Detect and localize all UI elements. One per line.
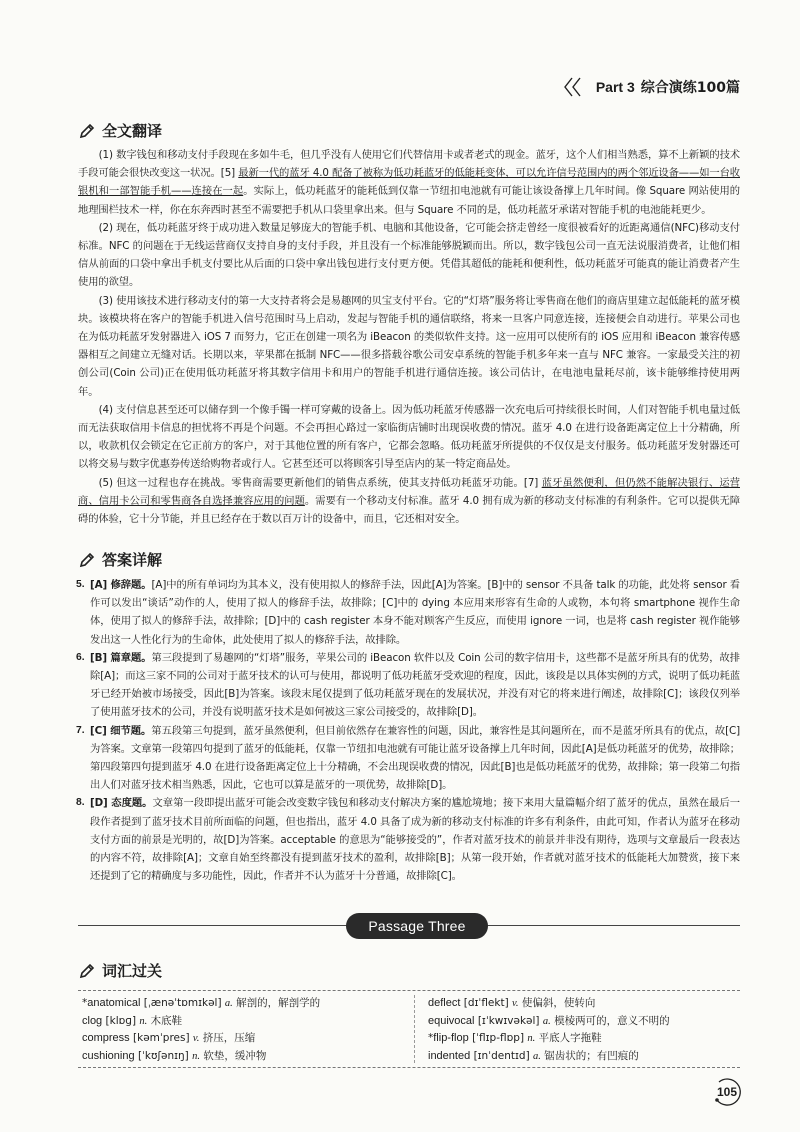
answer-text: [A]中的所有单词均为其本义，没有使用拟人的修辞手法，因此[A]为答案。[B]中的 sensor 不具备 talk 的功能，此处将 sensor 看作可以发出“谈话”动作的人，使用了拟人的修辞手法，故排除；[C]中的 dying 本应用来形容有生命的人或物，本句将 smartphone 视作生命体，使用了拟人的修辞手法，故排除；[D]中的 cash register 本身不能对顾客产生反应，而使用 ignore 一词，也是将 cash register 视作能够发出这一人性化行为的生命体，此处使用了拟人的修辞手法，故排除。 — [90, 579, 740, 646]
translation-paragraph-3: (3) 使用该技术进行移动支付的第一大支持者将会是易趣网的贝宝支付平台。它的“灯塔”服务将让零售商在他们的商店里建立起低能耗的蓝牙模块。该模块将在客户的智能手机进入信号范围时马上启动，发起与智能手机的通信联络，将来一旦客户同意连接，连接便会自动进行。苹果公司也在为低功耗蓝牙发射器进入 iOS 7 而努力，它正在创建一项名为 iBeacon 的类似软件支持。这一应用可以使所有的 iOS 应用和 iBeacon 兼容传感器相互之间建立无缝对话。长期以来，苹果都在抵制 NFC——很多搭载谷歌公司安卓系统的智能手机多年来一直与 NFC 兼容。一家最受关注的初创公司(Coin 公司)正在使用低功耗蓝牙将其数字信用卡和用户的智能手机进行通信连接。该公司估计，在电池电量耗尽前，该卡能够维持使用两年。 — [78, 294, 740, 398]
p1-text-a: (1) 数字钱包和移动支付手段现在多如牛毛，但几乎没有人使用它们代替信用卡或者老式的现金。蓝牙，这个人们相当熟悉，算不上新颖的技术手段可能会很快改变这一状况。[5] — [78, 149, 740, 180]
answer-number: 8. — [76, 797, 85, 809]
vocab-ipa: [kəmˈpres] — [133, 1032, 190, 1044]
chevron-icon — [562, 75, 590, 99]
vocab-pos: v. — [192, 1033, 200, 1044]
answer-body — [90, 649, 740, 722]
answer-number: 7. — [76, 724, 85, 736]
vocab-item — [82, 1013, 402, 1031]
vocab-pos: a. — [542, 1015, 551, 1027]
vocab-box — [78, 990, 740, 1068]
vocab-word: anatomical — [87, 997, 141, 1009]
answers-list — [76, 576, 740, 885]
answer-tag: [A] 修辞题。 — [90, 579, 152, 591]
translation-heading-text: 全文翻译 — [102, 122, 163, 140]
vocab-right-column — [428, 995, 748, 1065]
translation-paragraph-2: (2) 现在，低功耗蓝牙终于成功进入数量足够庞大的智能手机、电脑和其他设备，它可能会挤走曾经一度很被看好的近距离通信(NFC)移动支付标准。NFC 的问题在于无线运营商仅支持自身的支付手段，并且没有一个标准能够脱颖而出。所以，数字钱包公司一直无法说服消费者，让他们相信从前面的口袋中拿出手机支付要比从后面的口袋中拿出钱包进行支付更方便。凭借其超低的能耗和便利性，低功耗蓝牙可能真的能让消费者产生使用的欲望。 — [78, 221, 740, 289]
vocab-item — [428, 1030, 748, 1048]
answer-text: 第三段提到了易趣网的“灯塔”服务，苹果公司的 iBeacon 软件以及 Coin 公司的数字信用卡，这些都不是蓝牙所具有的优势，故排除[A]；而这三家不同的公司对于蓝牙技术的认可与使用，都说明了低功耗蓝牙受欢迎的程度，因此，该段是以具体实例的方式，说明了低功耗蓝牙已经开始被市场接受，因此[B]为答案。该段末尾仅提到了低功耗蓝牙现在的发展状况，并没有对它的将来进行阐述，故排除[C]；该段仅列举了使用蓝牙技术的公司，并没有说明蓝牙技术是如何被这三家公司接受的，故排除[D]。 — [90, 651, 740, 719]
translation-paragraph-5 — [78, 474, 740, 529]
vocab-def: 使偏斜，使转向 — [521, 997, 596, 1009]
running-header — [562, 74, 740, 100]
answer-tag: [B] 篇章题。 — [90, 651, 152, 664]
vocab-ipa: [ˌænəˈtɒmɪkəl] — [143, 997, 222, 1009]
answer-item — [76, 649, 740, 722]
vocab-heading-text: 词汇过关 — [102, 962, 163, 980]
p1-text-b: 。实际上，低功耗蓝牙的能耗低到仅靠一节纽扣电池就有可能让该设备撑上几年时间。像 Square 网站使用的地理围栏技术一样，你在东奔西时甚至不需要把手机从口袋里拿出来。但与 Square 不同的是，低功耗蓝牙承诺对智能手机的电池能耗更少。 — [78, 185, 740, 216]
vocab-pos: n. — [192, 1050, 201, 1062]
p5-text-b: 。需要有一个移动支付标准。蓝牙 4.0 拥有成为新的移动支付标准的有利条件。它可以提供无障碍的体验，它十分节能，并且已经存在于数以百万计的设备中，而且，它还相对安全。 — [78, 494, 740, 526]
passage-banner: Passage Three — [346, 913, 488, 939]
vocab-ipa: [ˈflɪp-flɒp] — [472, 1032, 525, 1044]
vocab-pos: n. — [139, 1015, 148, 1027]
header-part: Part 3 — [595, 79, 635, 95]
pencil-icon — [78, 122, 96, 140]
vocab-item — [428, 995, 748, 1013]
page-number — [711, 1076, 743, 1108]
vocab-word: cushioning — [82, 1049, 135, 1062]
answer-number: 6. — [76, 651, 85, 663]
vocab-word: deflect — [428, 997, 461, 1009]
vocab-pos: v. — [512, 998, 519, 1009]
vocab-def: 软垫，缓冲物 — [203, 1049, 267, 1062]
page-number-text: 105 — [716, 1085, 738, 1099]
p5-underlined: 蓝牙虽然便利，但仍然不能解决银行、运营商、信用卡公司和零售商各自选择兼容应用的问题 — [78, 476, 740, 507]
answers-heading — [78, 549, 162, 570]
answer-tag: [D] 态度题。 — [90, 797, 153, 810]
pencil-icon — [78, 551, 96, 569]
answer-item — [76, 794, 740, 885]
vocab-def: 平底人字拖鞋 — [538, 1032, 602, 1044]
vocab-word: compress — [82, 1032, 130, 1044]
answer-text: 文章第一段即提出蓝牙可能会改变数字钱包和移动支付解决方案的尴尬境地；接下来用大量篇幅介绍了蓝牙的优点，虽然在最后一段作者提到了蓝牙技术目前所面临的问题，但也指出，蓝牙 4.0 具备了成为新的移动支付标准的许多有利条件，由此可知，作者认为蓝牙在移动支付方面的前景是光明的，故[D]为答案。acceptable 的意思为“能够接受的”，作者对蓝牙技术的前景并非没有期待，选项与文章最后一段表达的内容不符，故排除[A]；文章自始至终都没有提到蓝牙技术的盈利，故排除[B]；从第一段开始，作者就对蓝牙技术的低能耗大加赞赏，接下来还提到了它的精确度与多功能性，因此，作者并不认为蓝牙十分普通，故排除[C]。 — [90, 797, 740, 883]
vocab-item — [82, 995, 402, 1013]
vocab-def: 木底鞋 — [150, 1014, 183, 1027]
answers-heading-text: 答案详解 — [102, 551, 163, 569]
vocab-pos: a. — [533, 1050, 541, 1062]
vocab-def: 模棱两可的，意义不明的 — [554, 1014, 670, 1027]
vocab-ipa: [ɪˈkwɪvəkəl] — [477, 1014, 540, 1027]
answer-item — [76, 576, 740, 649]
vocab-word: flip-flop — [433, 1032, 469, 1044]
vocab-ipa: [ɪnˈdentɪd] — [473, 1049, 530, 1062]
passage-banner-row — [0, 907, 800, 945]
vocab-word: equivocal — [428, 1014, 475, 1027]
translation-paragraph-4: (4) 支付信息甚至还可以储存到一个像手镯一样可穿戴的设备上。因为低功耗蓝牙传感器一次充电后可持续很长时间，人们对智能手机电量过低而无法获取信用卡信息的担忧将不再是个问题。不会再担心路过一家临街店铺时出现误收费的情况。蓝牙 4.0 在进行设备距离定位上十分精确，所以，收款机仅会锁定在它正前方的客户，对于其他位置的所有客户，它都会忽略。低功耗蓝牙所提供的不仅仅是支付服务。低功耗蓝牙发射器还可以将交易与数字优惠券传送给购物者或行人。它甚至还可以将顾客引导至店内的某一特定商品处。 — [78, 403, 740, 471]
vocab-word: indented — [428, 1049, 471, 1062]
translation-heading — [78, 120, 162, 141]
answer-number: 5. — [76, 579, 85, 590]
answer-body — [90, 576, 740, 649]
vocab-ipa: [dɪˈflekt] — [463, 997, 509, 1009]
pencil-icon — [78, 962, 96, 980]
answer-body — [90, 722, 740, 795]
p5-text-a: (5) 但这一过程也存在挑战。零售商需要更新他们的销售点系统，使其支持低功耗蓝牙功能。[7] — [98, 476, 542, 489]
vocab-def: 锯齿状的；有凹痕的 — [544, 1049, 639, 1062]
vocab-pos: a. — [224, 998, 233, 1009]
answer-tag: [C] 细节题。 — [90, 724, 152, 737]
vocab-heading — [78, 960, 162, 981]
vocab-star: * — [428, 1032, 434, 1044]
answer-item — [76, 722, 740, 795]
translation-paragraph-1 — [78, 146, 740, 219]
answer-text: 第五段第三句提到，蓝牙虽然便利，但目前依然存在兼容性的问题，因此，兼容性是其问题所在，而不是蓝牙所具有的优点，故[C]为答案。文章第一段第四句提到了蓝牙的低能耗，仅靠一节纽扣电池就有可能让蓝牙设备撑上几年时间，因此[A]是低功耗蓝牙的优势，故排除；第四段第四句提到蓝牙 4.0 在进行设备距离定位上十分精确，不会出现误收费的情况，因此[B]也是低功耗蓝牙的优势，故排除；第一段第二句指出人们对蓝牙技术相当熟悉，因此，它也可以算是蓝牙的一项优势，故排除[D]。 — [90, 724, 740, 792]
translation-body — [78, 146, 740, 528]
vocab-item — [428, 1048, 748, 1066]
vocab-def: 解剖的，解剖学的 — [236, 997, 321, 1009]
vocab-item — [428, 1013, 748, 1031]
vocab-ipa: [ˈkʊʃənɪŋ] — [137, 1049, 189, 1062]
vocab-item — [82, 1030, 402, 1048]
vocab-def: 挤压，压缩 — [202, 1032, 256, 1044]
vocab-ipa: [klɒɡ] — [105, 1014, 137, 1027]
vocab-word: clog — [82, 1014, 103, 1027]
vocab-column-divider — [414, 995, 415, 1063]
vocab-item — [82, 1048, 402, 1066]
vocab-left-column — [82, 995, 402, 1065]
p1-underlined: 最新一代的蓝牙 4.0 配备了被称为低功耗蓝牙的低能耗变体，可以允许信号范围内的两个邻近设备——如一台收银机和一部智能手机——连接在一起 — [78, 167, 740, 198]
vocab-star: * — [82, 997, 88, 1009]
header-title: 综合演练100篇 — [640, 80, 740, 96]
vocab-pos: n. — [527, 1033, 536, 1044]
answer-body — [90, 794, 740, 885]
